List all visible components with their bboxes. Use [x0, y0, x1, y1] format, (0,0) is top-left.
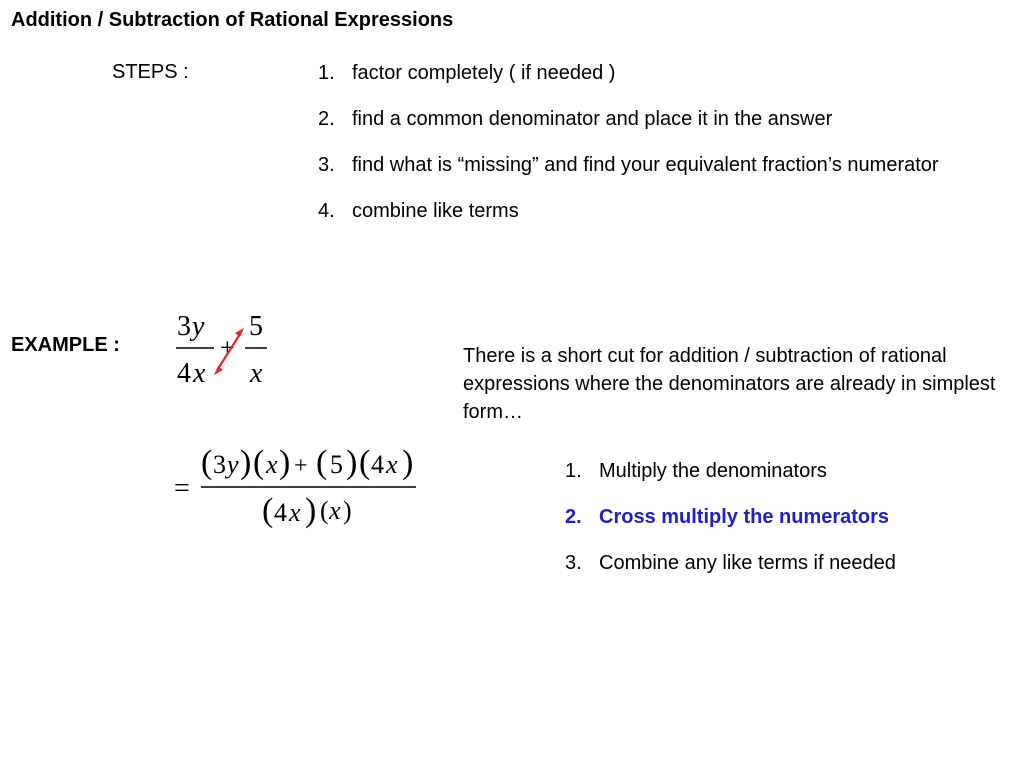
num-paren: ) [279, 444, 291, 481]
steps-label: STEPS : [112, 61, 189, 83]
den-paren: ) [343, 496, 352, 525]
den-var-x: x [329, 496, 341, 525]
num-paren: ( [201, 444, 213, 481]
step-number: 3. [318, 154, 335, 176]
den-var-x: x [289, 498, 301, 527]
result-expression [170, 436, 420, 536]
num-paren: ) [346, 444, 358, 481]
step-number: 1. [565, 460, 582, 482]
frac2-num: 5 [249, 311, 263, 342]
den-paren: ( [262, 492, 274, 529]
plus-sign: + [220, 333, 235, 362]
num-var-x: x [266, 450, 278, 479]
num-var-x: x [386, 450, 398, 479]
num-coef-4: 4 [371, 450, 384, 479]
num-paren: ) [402, 444, 414, 481]
frac1-den-coef: 4 [177, 358, 191, 389]
shortcut-paragraph: There is a short cut for addition / subtraction of rational expressions where the denominators are already in simplest form… [463, 345, 996, 423]
num-paren: ) [240, 444, 252, 481]
step-number: 2. [565, 506, 582, 528]
num-coef-3: 3 [213, 450, 226, 479]
shortcut-steps-list [565, 459, 1005, 597]
step-number: 1. [318, 62, 335, 84]
frac2-den: x [250, 358, 263, 389]
step-item [318, 107, 1008, 131]
step-number: 4. [318, 200, 335, 222]
shortcut-step-item [565, 551, 1005, 575]
frac1-den-var: x [193, 358, 206, 389]
step-number: 2. [318, 108, 335, 130]
step-item [318, 153, 1008, 177]
frac1-num-var: y [192, 311, 205, 342]
step-text: find what is “missing” and find your equivalent fraction’s numerator [352, 154, 939, 176]
step-text: Combine any like terms if needed [599, 552, 896, 574]
num-plus-sign: + [294, 453, 308, 479]
num-paren: ( [316, 444, 328, 481]
step-text: Cross multiply the numerators [599, 506, 890, 528]
shortcut-step-item-highlighted [565, 505, 1005, 529]
equals-sign: = [174, 473, 190, 504]
step-item [318, 61, 1008, 85]
num-paren: ( [253, 444, 265, 481]
page-title: Addition / Subtraction of Rational Expressions [11, 9, 454, 31]
num-var-y: y [227, 450, 239, 479]
den-paren: ( [320, 496, 329, 525]
num-paren: ( [359, 444, 371, 481]
step-number: 3. [565, 552, 582, 574]
step-text: Multiply the denominators [599, 460, 827, 482]
step-item [318, 199, 1008, 223]
step-text: find a common denominator and place it in the answer [352, 108, 833, 130]
shortcut-step-item [565, 459, 1005, 483]
steps-list [318, 61, 1008, 245]
num-coef-5: 5 [330, 450, 343, 479]
example-expression [170, 306, 280, 396]
step-text: combine like terms [352, 200, 519, 222]
den-coef-4: 4 [274, 498, 287, 527]
frac1-num-coef: 3 [177, 311, 191, 342]
step-text: factor completely ( if needed ) [352, 62, 616, 84]
den-paren: ) [305, 492, 317, 529]
example-label: EXAMPLE : [11, 334, 120, 356]
